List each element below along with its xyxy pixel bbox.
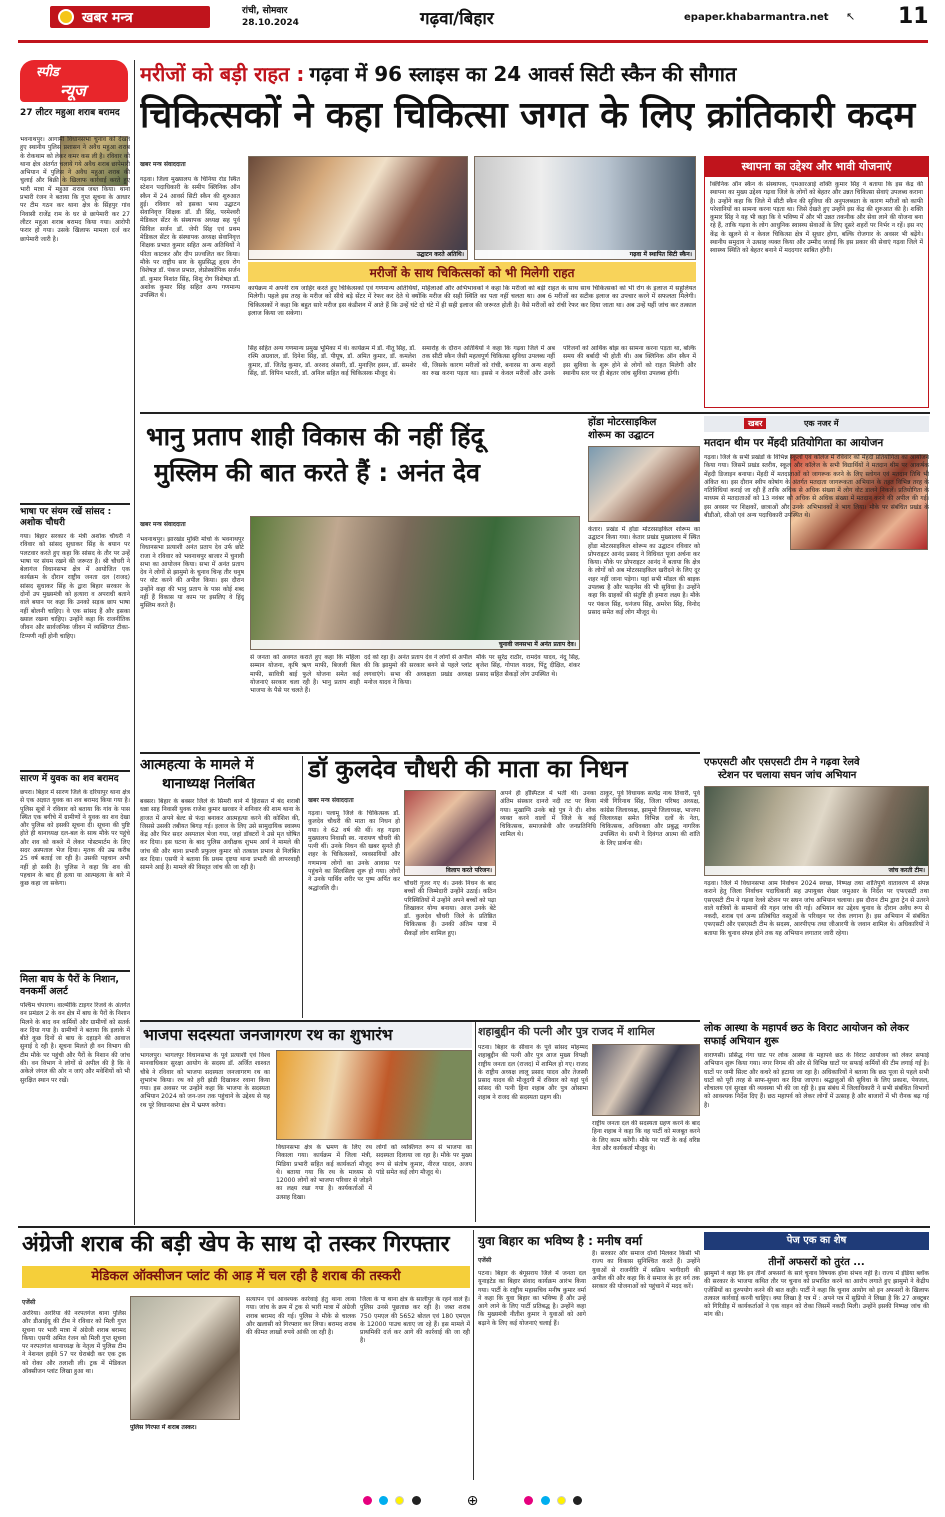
- kuldev-col1: गढ़वा। पलामू जिले के चिकित्सक डॉ. कुलदेव चौधरी की माता का निधन हो गया। वे 62 वर्ष की थीं। वह गढ़वा मुख्यालय निवासी स्व. नारायण चौधरी की पत्नी थीं। उनके निधन की खबर सुनते ही शहर के चिकित्सकों, व्यवसायियों और गणमान्य लोगों का उनके आवास पर पहुंचने का सिलसिला शुरू हो गया। लोगों ने उनके पार्थिव शरीर पर पुष्प अर्पित कर श्रद्धांजलि दी।: [308, 810, 400, 892]
- rpf-title-2: स्टेशन पर चलाया सघन जांच अभियान: [718, 770, 857, 781]
- bhajpa-rule: [475, 1022, 476, 1222]
- brand-name: खबर मन्त्र: [82, 10, 133, 26]
- speed-item-3-title: सारण में युवक का शव बरामद: [20, 774, 119, 784]
- page-one-title: तीनों अफसरों को तुरंत ...: [768, 1257, 865, 1268]
- speed-item-3: [20, 774, 130, 970]
- bhanu-col1: भवनाथपुर। झारखंड मुक्ति मोर्चा के भवनाथपुर विधानसभा प्रत्याशी अनंत प्रताप देव उर्फ छोटे राजा ने रविवार को भवनाथपुर बाजार में चुनावी सभा का आयोजन किया। सभा में अनंत प्रताप देव ने लोगों से झामुमो के चुनाव चिन्ह तीर धनुष पर वोट करने की अपील किया। इस दौरान उन्होंने कहा की भानु प्रताप के पास कोई शब्द नहीं हैं विकास या काम पर इसलिए वे हिंदू मुस्लिम करते हैं।: [140, 536, 244, 610]
- honda-photo: [588, 446, 700, 522]
- page-number: 11: [898, 4, 929, 29]
- speed-item-2-title: भाषा पर संयम रखें सांसद : अशोक चौधरी: [20, 507, 112, 528]
- header-city: रांची, सोमवार: [242, 6, 288, 16]
- speed-item-2: [20, 507, 130, 769]
- yuva-col1: पटना। बिहार के बेगूसराय जिले में जनता दल यूनाइटेड का बिहार संवाद कार्यक्रम आरंभ किया गया। पार्टी के राष्ट्रीय महासचिव मनीष कुमार वर्मा ने कहा कि युवा बिहार का भविष्य हैं और उन्हें आगे लाने के लिए पार्टी प्रतिबद्ध है। उन्होंने कहा कि मुख्यमंत्री नीतीश कुमार ने युवाओं को आगे बढ़ाने के लिए कई योजनाएं चलाई हैं।: [478, 1270, 586, 1327]
- shahab-body-left: पटना। बिहार के सीवान के पूर्व सांसद मोहम्मद शहाबुद्दीन की पत्नी और पुत्र आज मुख्य विपक्षी राष्ट्रीय जनता दल (राजद) में शामिल हो गए। राजद के राष्ट्रीय अध्यक्ष लालू प्रसाद यादव और तेजस्वी प्रसाद यादव की मौजूदगी में रविवार को यहां पूर्व सांसद की पत्नी हिना शहाब और पुत्र ओसामा शहाब ने राजद की सदस्यता ग्रहण की।: [478, 1044, 588, 1101]
- rpf-photo-caption: जांच करती टीम।: [705, 866, 928, 875]
- atmahatya-title-2: थानाध्यक्ष निलंबित: [162, 776, 255, 792]
- sharab-col2: सत्यापन एवं आवश्यक कार्रवाई हेतु थाना लाया गया। जांच के क्रम में ट्रक से भारी मात्रा में अंग्रेजी शराब बरामद की गई। पुलिस ने मौके से चालक और खलासी को गिरफ्तार कर लिया। बरामद शराब की कीमत लाखों रुपये आंकी जा रही है।: [246, 1296, 356, 1337]
- lok-astha-title: लोक आस्था के महापर्व छठ के विराट आयोजन को लेकर सफाई अभियान शुरू: [704, 1023, 909, 1047]
- footer-registration: [0, 1490, 945, 1510]
- mehandi-body: गढ़वा। जिले के सभी प्रखंडों के विभिन्न स्कूलों एवं कॉलेज में रविवार को मेंहदी प्रतियोगिता का आयोजन किया गया। जिसमें प्रखंड स्तरीय, स्कूल और कॉलेज के सभी विद्यार्थियों ने मतदान थीम पर आकर्षक मेंहदी डिजाइन बनाया। मेंहदी में मतदाताओं को जागरूक करने के लिए स्लोगन एवं मतदान तिथि भी अंकित था। इस दौरान स्वीप कोषांग के अंतर्गत मतदाता जागरूकता अभियान के तहत विभिन्न तरह के गतिविधियां कराई जा रही हैं ताकि अधिक से अधिक संख्या में लोग वोट डालने निकलें। प्रतियोगिता के माध्यम से मतदाताओं को 13 नवंबर को अधिक से अधिक संख्या में मतदान करने की अपील की गई। इस अवसर पर शिक्षकों, छात्राओं और उनके अभिभावकों ने भाग लिया। मौके पर संबंधित प्रखंड के बीडीओ, सीओ एवं अन्य पदाधिकारी उपस्थित थे।: [704, 454, 929, 520]
- reg-dot: [412, 1496, 421, 1505]
- kuldev-col2: चौधरी गुजर गए थे। उनके निधन के बाद बच्चों की जिम्मेदारी उन्होंने उठाई। कठिन परिस्थितियों में उन्होंने अपने बच्चों को पढ़ा लिखाकर योग्य बनाया। आज उनके बेटे डॉ. कुलदेव चौधरी जिले के प्रतिष्ठित चिकित्सक हैं। उनकी अंतिम यात्रा में सैकड़ों लोग शामिल हुए।: [404, 880, 496, 937]
- top-sep: [140, 412, 930, 414]
- honda-title-1: होंडा मोटरसाइकिल: [588, 417, 657, 428]
- top-kicker-rest: गढ़वा में 96 स्लाइस का 24 आवर्स सिटी स्कैन की सौगात: [309, 62, 737, 86]
- speed-item-2-body: गया। बिहार सरकार के मंत्री अशोक चौधरी ने रविवार को सांसद सुधाकर सिंह के बयान पर पलटवार करते हुए कहा कि सांसद के तौर पर उन्हें भाषा पर संयम रखने की जरूरत है। श्री चौधरी ने बेलागंज विधानसभा क्षेत्र में आयोजित एक कार्यक्रम के दौरान राष्ट्रीय जनता दल (राजद) सांसद सुधाकर सिंह के द्वारा बिहार सरकार के दोनों उप मुख्यमंत्री को हत्यारा व अपराधी बताने वाले बयान पर कहा कि उनको सड़क छाप भाषा नहीं बोलनी चाहिए। वे एक सांसद हैं और इसका ख्याल रखना चाहिए। उन्होंने कहा कि राजनीतिक जीवन और सार्वजनिक जीवन में व्यक्तिगत टीका-टिप्पणी नहीं होनी चाहिए।: [20, 533, 130, 640]
- sharab-caption-text: पुलिस गिरफ्त में शराब तस्कर।: [130, 1424, 197, 1431]
- mehandi-box: [704, 416, 929, 750]
- bhajpa-body-mid: विधानसभा क्षेत्र के भ्रमण के लिए रथ निकाला गया। कार्यक्रम में जिला मंत्री, मिडिया प्रभारी सहित कई कार्यकर्ता मौजूद थे। बताया गया कि रथ के माध्यम से 12000 लोगों को भाजपा परिवार से जोड़ने का लक्ष्य रखा गया है। कार्यकर्ताओं में उत्साह दिखा।: [276, 1144, 372, 1201]
- speed-item-3-body: छपरा। बिहार में सारण जिले के दरियापुर थाना क्षेत्र से एक अज्ञात युवक का शव बरामद किया गया है। पुलिस सूत्रों ने रविवार को बताया कि गांव के पास स्थित एक बगीचे में ग्रामीणों ने युवक का शव देखा और पुलिस को इसकी सूचना दी। सूचना की पुष्टि होते ही थानाध्यक्ष दल-बल के साथ मौके पर पहुंचे और शव को कब्जे में लेकर पोस्टमार्टम के लिए सदर अस्पताल भेज दिया। मृतक की उम्र करीब 25 वर्ष बताई जा रही है। उसकी पहचान अभी नहीं हो सकी है। पुलिस ने कहा कि शव की पहचान के बाद ही हत्या या आत्महत्या के बारे में कुछ कहा जा सकेगा।: [20, 789, 130, 888]
- brand-logo-icon: [58, 9, 74, 25]
- registration-target-icon: ⊕: [466, 1493, 479, 1509]
- sharab-headline: अंग्रेजी शराब की बड़ी खेप के साथ दो तस्कर गिरफ्तार: [22, 1232, 450, 1257]
- bhajpa-body-left: भागलपुर। भागलपुर विधानसभा के पूर्व प्रत्याशी एवं विश्व मानवाधिकार सुरक्षा आयोग के सदस्य डॉ. अर्जित शाश्वत चौबे ने रविवार को भाजपा सदस्यता जनजागरण रथ का शुभारंभ किया। रथ को हरी झंडी दिखाकर रवाना किया गया। इस अवसर पर उन्होंने कहा कि भाजपा के सदस्यता अभियान 2024 को जन-जन तक पहुंचाने के उद्देश्य से यह रथ पूरे विधानसभा क्षेत्र में भ्रमण करेगा।: [140, 1052, 270, 1109]
- header-rule: [18, 40, 928, 43]
- top-photo-2-caption: गढ़वा में स्थापित सिटी स्कैन।: [475, 250, 695, 259]
- reg-dot: [573, 1496, 582, 1505]
- shahab-headline: शहाबुद्दीन की पत्नी और पुत्र राजद में शामिल: [478, 1025, 655, 1038]
- bhanu-col3: दर्द को रहा है। अनंत प्रताप देव ने लोगों से अपील की कि झामुमो की सरकार बनने से पहले प्लांट लगवाएंगे। सभा की अध्यक्षता प्रखंड अध्यक्ष मनोज यादव ने किया।: [364, 654, 472, 686]
- page-one-banner: पेज एक का शेष: [786, 1235, 847, 1246]
- speed-sep-3: [20, 970, 130, 972]
- reg-dot: [363, 1496, 372, 1505]
- speed-badge-line2: न्यूज: [60, 81, 86, 100]
- bhanu-col2: से जनता को अवगत कराते हुए कहा कि महिला सम्मान योजना, कृषि ऋण माफी, बिजली बिल माफी, सावित्री बाई फुले योजना समेत कई योजनाएं सरकार चला रही है। भानु प्रताप शाही भाजपा के पैसे पर चलते हैं।: [250, 654, 360, 695]
- reg-dot: [541, 1496, 550, 1505]
- kuldev-photo: [404, 790, 496, 876]
- sharab-dateline: एजेंसी: [22, 1299, 36, 1306]
- speed-news-badge: [20, 60, 128, 102]
- bhajpa-headline-bar: [140, 1022, 472, 1048]
- section-name: गढ़वा/बिहार: [420, 9, 494, 29]
- mehandi-tag-bar: [704, 416, 929, 432]
- speed-item-4-title: मिला बाघ के पैरों के निशान, वनकर्मी अलर्ट: [20, 974, 119, 997]
- page-one-banner-bar: [704, 1232, 929, 1250]
- top-col1: गढ़वा। जिला मुख्यालय के चिनिया रोड स्थित स्टेशन पदाधिकारी के समीप क्लिनिक ऑन स्कैन में 24 आवर्स सिटी स्कैन की शुरुआत हुई। रविवार को इसका भव्य उद्घाटन सेवानिवृत्त शिक्षक डॉ. डी सिंह, परमेश्वरी मेडिकल सेंटर के संस्थापक अध्यक्ष सह पूर्व सिविल सर्जन डॉ. जेपी सिंह एवं प्रथम मेडिकल सेंटर के संस्थापक अध्यक्ष सेवानिवृत्त शिक्षक प्रभात कुमार सहित अन्य अतिथियों ने फीता काटकर और दीप प्रज्वलित कर किया। मौके पर राष्ट्रीय सार के सुप्रसिद्ध हृदय रोग विशेषज्ञ डॉ. पंकज प्रभात, लेप्रोस्कोपिक सर्जन डॉ. कुमार निशांत सिंह, शिशु रोग विशेषज्ञ डॉ. अशोक कुमार सिंह सहित अन्य गणमान्य उपस्थित थे।: [140, 176, 240, 300]
- bhanu-col4: मौके पर सुरेंद्र राठौर, रामदेव यादव, नंदू सिंह, बृजेश सिंह, गोपाल यादव, पिंटू दीक्षित, शंकर प्रसाद सहित सैकड़ों लोग उपस्थित थे।: [476, 654, 580, 678]
- top-photo-1: [248, 156, 468, 260]
- lok-astha-box: [704, 1022, 929, 1222]
- shahab-photo: [592, 1044, 700, 1116]
- top-col3: समारोह के दौरान अतिथियों ने कहा कि गढ़वा जिले में अब तक सीटी स्कैन जैसी महत्वपूर्ण चिकित्सा सुविधा उपलब्ध नहीं थी, जिसके कारण मरीजों को रांची, बनारस या अन्य शहरों का रुख करना पड़ता था। इससे न केवल मरीजों और उनके परिजनों को आर्थिक बोझ का सामना करना पड़ता था, बल्कि समय की बर्बादी भी होती थी। अब क्लिनिक ऑन स्कैन में इस सुविधा के शुरू होने से लोगों को राहत मिलेगी और स्थानीय स्तर पर ही बेहतर जांच सुविधा उपलब्ध होगी।: [422, 345, 696, 377]
- top-side-title-bar: [705, 157, 928, 177]
- reg-dot: [379, 1496, 388, 1505]
- mehandi-tag: खबर: [744, 418, 766, 429]
- yuva-col2: है। सरकार और समाज दोनों मिलकर किसी भी राज्य का विकास सुनिश्चित करते हैं। उन्होंने युवाओं से राजनीति में सक्रिय भागीदारी की अपील की और कहा कि वे समाज के हर वर्ग तक सरकार की योजनाओं को पहुंचाने में मदद करें।: [592, 1250, 700, 1291]
- kuldev-photo-caption: विलाप करते परिजन।: [405, 866, 495, 875]
- reg-dot: [395, 1496, 404, 1505]
- honda-box: [588, 416, 700, 750]
- rpf-body: गढ़वा। जिले में विधानसभा आम निर्वाचन 2024 स्वच्छ, निष्पक्ष तथा शांतिपूर्ण वातावरण में संपन्न कराने हेतु जिला निर्वाचन पदाधिकारी सह उपायुक्त शेखर जमुआर के निर्देश पर एफएसटी तथा एसएसटी टीम ने गढ़वा रेलवे स्टेशन पर सघन जांच अभियान चलाया। इस दौरान टीम द्वारा ट्रेन से उतरने वाले यात्रियों के सामानों की गहन जांच की गई। अभियान का उद्देश्य चुनाव के दौरान अवैध रूप से नकदी, शराब एवं अन्य प्रतिबंधित वस्तुओं के परिवहन पर रोक लगाना है। इस अभियान में संबंधित एफएसटी और एसएसटी टीम के सदस्य, आरपीएफ तथा जीआरपी के जवान शामिल थे। अधिकारियों ने बताया कि चुनाव संपन्न होने तक यह अभियान लगातार जारी रहेगा।: [704, 880, 929, 937]
- top-side-box: [704, 156, 929, 408]
- page-one-box: [704, 1232, 929, 1480]
- bhanu-byline: खबर मन्त्र संवाददाता: [140, 521, 186, 528]
- header-date: 28.10.2024: [242, 18, 299, 28]
- top-subhead-bar: [248, 262, 696, 282]
- top-subhead: मरीजों के साथ चिकित्सकों को भी मिलेगी राहत: [369, 266, 575, 280]
- top-byline: खबर मन्त्र संवाददाता: [140, 161, 186, 168]
- rpf-box: [704, 756, 929, 1018]
- kuldev-col4: ठाकुर, पूर्व विधायक सत्येंद्र नाथ तिवारी, पूर्व मंत्री गिरिनाथ सिंह, जिला परिषद अध्यक्ष, कांग्रेस जिलाध्यक्ष, झामुमो जिलाध्यक्ष, भाजपा जिलाध्यक्ष समेत विभिन्न दलों के नेता, चिकित्सक, अधिवक्ता और प्रबुद्ध नागरिक उपस्थित थे। सभी ने दिवंगत आत्मा की शांति के लिए प्रार्थना की।: [600, 790, 700, 847]
- speed-item-1: [20, 108, 130, 503]
- yuva-headline: युवा बिहार का भविष्य है : मनीष वर्मा: [478, 1234, 643, 1248]
- top-col2: सिंह सहित अन्य गणमान्य प्रमुख भूमिका में थे। कार्यक्रम में डॉ. नीतू सिंह, डॉ. रश्मि अग्रवाल, डॉ. दिनेश सिंह, डॉ. पीयूष, डॉ. अमित कुमार, डॉ. कमलेश कुमार, डॉ. जितेंद्र कुमार, डॉ. अरशद अंसारी, डॉ. मुनाज़िर हसन, डॉ. समशेर सिंह, डॉ. विपिन भारती, डॉ. अनिल सहित कई चिकित्सक मौजूद थे।: [248, 345, 416, 377]
- sharab-subhead-bar: [22, 1266, 470, 1288]
- sharab-photo: [130, 1296, 240, 1420]
- bhajpa-body-right: लोगों को व्यक्तिगत रूप से भाजपा का सदस्यता दिलाया जा रहा है। मौके पर मुख्य रूप से संतोष कुमार, नीरज यादव, अजय पांडे समेत कई लोग मौजूद थे।: [376, 1144, 472, 1176]
- left-col-rule: [134, 60, 135, 1225]
- sharab-rule: [473, 1230, 474, 1480]
- shahab-body-right: राष्ट्रीय जनता दल की सदस्यता ग्रहण करने के बाद हिना शहाब ने कहा कि वह पार्टी को मजबूत करने के लिए काम करेंगी। मौके पर पार्टी के कई वरिष्ठ नेता और कार्यकर्ता मौजूद थे।: [592, 1120, 700, 1152]
- atmahatya-rule: [302, 756, 303, 1018]
- bhanu-photo-caption: चुनावी जनसभा में अनंत प्रताप देव।: [251, 640, 579, 649]
- epaper-url[interactable]: epaper.khabarmantra.net: [684, 12, 829, 23]
- rpf-title-1: एफएसटी और एसएसटी टीम ने गढ़वा रेलवे: [704, 757, 860, 768]
- top-photo-2: [474, 156, 696, 260]
- honda-body: केतार। प्रखंड में होंडा मोटरसाइकिल शोरूम का उद्घाटन किया गया। केतार प्रखंड मुख्यालय में स्थित होंडा मोटरसाइकिल शोरूम का उद्घाटन रविवार को प्रोपराइटर आनंद प्रसाद ने विधिवत पूजा अर्चना कर किया। मौके पर प्रोपराइटर आनंद ने बताया कि क्षेत्र के लोगों को अब मोटरसाइकिल खरीदने के लिए दूर शहर नहीं जाना पड़ेगा। यहां सभी मॉडल की बाइक उपलब्ध है और फाइनेंस की भी सुविधा है। उन्होंने कहा कि ग्राहकों की संतुष्टि ही हमारा लक्ष्य है। मौके पर पंकज सिंह, धनंजय सिंह, अमरेश सिंह, विनोद प्रसाद समेत कई लोग मौजूद थे।: [588, 526, 700, 616]
- atmahatya-body: बक्सर। बिहार के बक्सर जिले के सिमरी थाने में हिरासत में बंद शराबी धन्ना साह निवासी युवक राजेश कुमार खरवार ने शनिवार की शाम थाना के हाजत में अपने बेल्ट से फंदा बनाकर आत्महत्या करने की कोशिश की, जिससे उसकी तबीयत बिगड़ गई। इलाज के लिए उसे सामुदायिक स्वास्थ्य केंद्र और फिर सदर अस्पताल भेजा गया, जहां डॉक्टरों ने उसे मृत घोषित कर दिया। इस घटना के बाद पुलिस अधीक्षक शुभम आर्य ने मामले की जांच की और थाना प्रभारी प्रफुल्ल कुमार को तत्काल प्रभाव से निलंबित कर दिया। एसपी ने बताया कि प्रथम दृष्टया थाना प्रभारी की लापरवाही सामने आई है। मामले की विस्तृत जांच की जा रही है।: [140, 798, 300, 872]
- atmahatya-title-1: आत्महत्या के मामले में: [140, 757, 254, 773]
- top-subhead-body: कार्यक्रम में अपनी राय जाहिर करते हुए चिकित्सकों एवं गणमान्य अतिथियों, महिलाओं और अभिभावकों ने कहा कि मरीजों को बड़ी राहत के साथ साथ चिकित्सकों को भी रोग के इलाज में सहूलियत मिलेगी। पहले इस तरह के मरीज को सीधे बड़े सेंटर में रेफर कर देते थे क्योंकि मरीज की सही स्थिति का पता नहीं चलता था। अब 6 मरीजों का सटीक इलाज का उपचार करने में सफलता मिलेगी। चिकित्सकों ने कहा कि बहुत सारे मरीज इस कंडीशन में आते हैं कि उन्हें घंटे दो घंटे में ही सही इलाज की जरूरत होती है। वैसे मरीजों को रांची रेफर कर दिया जाता था। अब उन्हें यहीं जांच कर तत्काल इलाज किया जा सकेगा।: [248, 285, 696, 318]
- pointer-icon: ↖: [846, 10, 856, 23]
- speed-badge-line1: स्पीड: [36, 65, 59, 80]
- top-headline: चिकित्सकों ने कहा चिकित्सा जगत के लिए क्रांतिकारी कदम: [140, 95, 916, 136]
- mehandi-tag2: एक नजर में: [804, 419, 839, 428]
- honda-title-2: शोरूम का उद्घाटन: [588, 430, 654, 441]
- speed-item-1-title: 27 लीटर महुआ शराब बरामद: [20, 108, 120, 118]
- header-dateline: [242, 5, 299, 29]
- bhanu-headline-2: मुस्लिम की बात करते हैं : अनंत देव: [154, 458, 480, 487]
- bhanu-photo: [250, 516, 580, 650]
- speed-item-4: [20, 974, 130, 1224]
- reg-dot: [557, 1496, 566, 1505]
- speed-item-1-body: भवनाथपुर। आगामी विधानसभा चुनाव को देखते हुए स्थानीय पुलिस प्रशासन ने अवैध महुआ शराब के रोकथाम को लेकर कमर कस ली है। रविवार को थाना क्षेत्र अंतर्गत चलाये गये अवैध शराब छापेमारी अभियान में पुलिस ने अवैध महुआ शराब की चुलाई और बिक्री के खिलाफ कार्रवाई करते हुए भारी मात्रा में महुआ शराब जब्त किया। थाना प्रभारी रंजन ने बताया कि गुप्त सूचना के आधार पर टीम गठन कर थाना क्षेत्र के सिंहपुर गांव निवासी राजेंद्र राम के घर से छापेमारी कर 27 लीटर महुआ शराब बरामद किया गया। आरोपी फरार हो गया। उसके खिलाफ मामला दर्ज कर छापेमारी जारी है।: [20, 136, 130, 243]
- sharab-col1: अररिया। अररिया की नरपतगंज थाना पुलिस और डीआईयू की टीम ने रविवार को मिली गुप्त सूचना पर भारी मात्रा में अंग्रेजी शराब बरामद किया। एसपी अमित रंजन को मिली गुप्त सूचना पर नरपतगंज थानाध्यक्ष के नेतृत्व में पुलिस टीम ने नेशनल हाईवे 57 पर घेराबंदी कर एक ट्रक को रोका और तलाशी ली। ट्रक में मेडिकल ऑक्सीजन प्लांट लिखा हुआ था।: [22, 1310, 126, 1376]
- brand-box: [50, 6, 210, 28]
- rpf-photo: [704, 786, 929, 876]
- kuldev-byline: खबर मन्त्र संवाददाता: [308, 797, 354, 804]
- top-kicker: [140, 60, 930, 90]
- top-photo-1-caption: उद्घाटन करते अतिथि।: [249, 250, 467, 259]
- speed-sep-1: [20, 503, 130, 505]
- masthead: [0, 0, 945, 50]
- mehandi-title: मतदान थीम पर मेंहदी प्रतियोगिता का आयोजन: [704, 437, 884, 449]
- speed-item-4-body: पश्चिम चंपारण। वाल्मीकि टाइगर रिजर्व के अंतर्गत वन प्रमंडल 2 के वन क्षेत्र में बाघ के पैरों के निशान मिलने के बाद वन कर्मियों और ग्रामीणों को सतर्क कर दिया गया है। ग्रामीणों ने बताया कि इलाके में बीते कुछ दिनों से बाघ के दहाड़ने की आवाज सुनाई दे रही है। सूचना मिलते ही वन विभाग की टीम मौके पर पहुंची और पैरों के निशान की जांच की। वन विभाग ने लोगों से अपील की है कि वे अकेले जंगल की ओर न जाएं और मवेशियों को भी सुरक्षित स्थान पर रखें।: [20, 1002, 130, 1084]
- top-side-title: स्थापना का उद्देश्य और भावी योजनाएं: [741, 160, 892, 173]
- speed-sep-2: [20, 770, 130, 772]
- top-side-body: क्लिनिक ऑन स्कैन के संस्थापक, एमआरआई शक्ति कुमार सिंह ने बताया कि इस केंद्र की स्थापना का मुख्य उद्देश्य गढ़वा जिले के लोगों को बेहतर और उन्नत चिकित्सा सेवाएं उपलब्ध कराना है। उन्होंने कहा कि जिले में सीटी स्कैन की सुविधा की अनुपलब्धता के कारण मरीजों को काफी परेशानियों का सामना करना पड़ता था। जिसे देखते हुए उन्होंने इस केंद्र की शुरुआत की है। शक्ति कुमार सिंह ने यह भी कहा कि वे भविष्य में और भी उन्नत तकनीक और सेवा लाने की योजना बना रहे हैं, ताकि गढ़वा के लोग आधुनिक स्वास्थ्य सेवाओं के लिए दूसरे शहरों पर निर्भर न रहें। इस नए केंद्र के खुलने से न केवल चिकित्सा क्षेत्र में सुधार होगा, बल्कि रोजगार के अवसर भी बढ़ेंगे। स्थानीय समुदाय ने उत्साह व्यक्त किया और उम्मीद जताई कि इस प्रकार की सेवाएं गढ़वा जिले में स्वास्थ्य स्थिति को बेहतर बनाने में मददगार साबित होंगी।: [710, 181, 923, 255]
- reg-dot: [524, 1496, 533, 1505]
- bhajpa-headline: भाजपा सदस्यता जनजागरण रथ का शुभारंभ: [143, 1026, 393, 1044]
- kuldev-col3: अपने ही हॉस्पिटल में भर्ती थीं। उनका अंतिम संस्कार दानरो नदी तट पर किया गया। मुखाग्नि उनके बड़े पुत्र ने दी। शोक व्यक्त करने वालों में जिले के कई चिकित्सक, समाजसेवी और जनप्रतिनिधि शामिल थे।: [500, 790, 596, 839]
- kuldev-headline: डॉ कुलदेव चौधरी की माता का निधन: [308, 755, 628, 783]
- bhajpa-photo: [276, 1050, 472, 1140]
- page-one-body: झामुमो ने कहा कि इन तीनों अफसरों के सारे चुनाव विषयक होना संभव नहीं है। राज्य में इंडिया ब्लॉक की सरकार के भाजपा कथित तौर पर चुनाव को प्रभावित करने का आरोप लगाते हुए झामुमो ने केंद्रीय एजेंसियों का दुरुपयोग करने की बात कही। पार्टी ने कहा कि चुनाव आयोग को इन अफसरों के खिलाफ तत्काल कार्रवाई करनी चाहिए। क्या लिखा है पत्र में : अपने पत्र में सुप्रियो ने लिखा है कि 27 अक्टूबर को गिरिडीह में कार्यकर्ताओं ने एक वाहन को रोका जिसमें नकदी मिली। उन्होंने इसकी निष्पक्ष जांच की मांग की।: [704, 1270, 929, 1319]
- yuva-dateline: एजेंसी: [478, 1257, 492, 1264]
- sharab-subhead: मेडिकल ऑक्सीजन प्लांट की आड़ में चल रही है शराब की तस्करी: [91, 1269, 401, 1284]
- lok-astha-body: वाराणसी। प्रसिद्ध गंगा घाट पर लोक आस्था के महापर्व छठ के विराट आयोजन को लेकर सफाई अभियान शुरू किया गया। नगर निगम की ओर से विभिन्न घाटों पर सफाई कर्मियों की टीम लगाई गई है। घाटों पर जमी सिल्ट और कचरे को हटाया जा रहा है। अधिकारियों ने बताया कि छठ पूजा से पहले सभी घाटों को पूरी तरह से साफ-सुथरा कर दिया जाएगा। श्रद्धालुओं की सुविधा के लिए प्रकाश, पेयजल, शौचालय एवं सुरक्षा की व्यवस्था भी की जा रही है। इस संबंध में जिलाधिकारी ने सभी संबंधित विभागों को आवश्यक निर्देश दिए हैं। छठ महापर्व को लेकर लोगों में उत्साह है और बाजारों में भी रौनक बढ़ गई है।: [704, 1052, 929, 1109]
- top-kicker-red: मरीजों को बड़ी राहत :: [140, 62, 305, 86]
- sharab-col3: जिला के पा थाना क्षेत्र के सालीपुर के रहने वाले हैं। पुलिस उनसे पूछताछ कर रही है। जब्त शराब 750 एमएल की 5652 बोतल एवं 180 एमएल के 12000 पाउच बताए जा रहे हैं। इस मामले में प्राथमिकी दर्ज कर आगे की कार्रवाई की जा रही है।: [360, 1296, 470, 1345]
- bhanu-headline-1: भानु प्रताप शाही विकास की नहीं हिंदू: [146, 422, 484, 451]
